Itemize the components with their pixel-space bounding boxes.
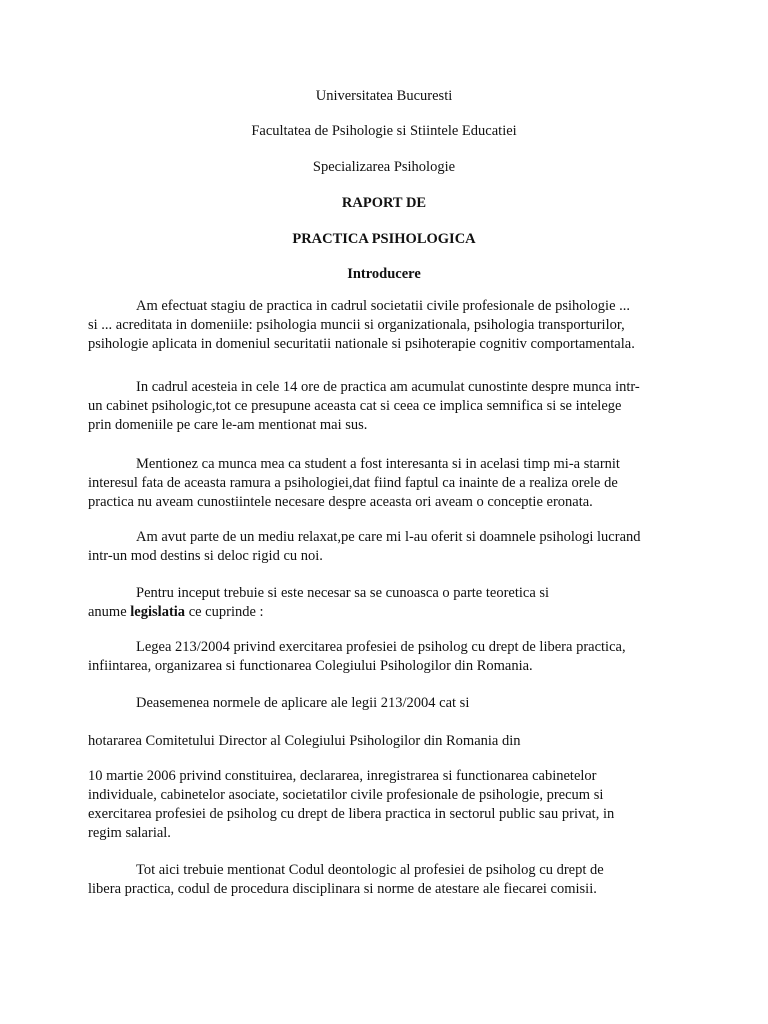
paragraph-1 [88,297,680,354]
paragraph-6-line-2: infiintarea, organizarea si functionarea Colegiului Psihologilor din Romania. [88,658,533,674]
paragraph-1-line-1: Am efectuat stagiu de practica in cadrul societatii civile profesionale de psihologie ... [136,298,631,314]
paragraph-6-line-1: Legea 213/2004 privind exercitarea profesiei de psiholog cu drept de libera practica, [136,639,626,655]
paragraph-5 [88,584,680,622]
specialization-name: Specializarea Psihologie [312,159,456,175]
paragraph-10-line-2: libera practica, codul de procedura disciplinara si norme de atestare ale fiecarei comisii. [88,881,597,897]
paragraph-7-line-1: Deasemenea normele de aplicare ale legii 213/2004 cat si [136,695,470,711]
paragraph-2-line-2: un cabinet psihologic,tot ce presupune aceasta cat si ceea ce implica semnifica si se intelege [88,398,622,414]
report-title-line2: PRACTICA PSIHOLOGICA [292,231,476,247]
faculty-name: Facultatea de Psihologie si Stiintele Educatiei [251,123,517,139]
paragraph-1-line-3: psihologie aplicata in domeniul securitatii nationale si psihoterapie cognitiv comportamentala. [88,336,635,352]
paragraph-8-line-1: hotararea Comitetului Director al Colegiului Psihologilor din Romania din [88,733,521,749]
paragraph-6 [88,638,680,676]
paragraph-2 [88,378,680,435]
paragraph-8 [88,732,680,751]
paragraph-9-line-4: regim salarial. [88,825,171,841]
section-heading: Introducere [347,266,421,282]
university-name: Universitatea Bucuresti [315,88,453,104]
paragraph-1-line-2: si ... acreditata in domeniile: psihologia muncii si organizationala, psihologia transporturilor, [88,317,625,333]
paragraph-3 [88,455,680,512]
paragraph-4-line-1: Am avut parte de un mediu relaxat,pe care mi l-au oferit si doamnele psihologi lucrand [136,529,641,545]
report-title-line1: RAPORT DE [341,195,427,211]
paragraph-9-line-2: individuale, cabinetelor asociate, societatilor civile profesionale de psihologie, precum si [88,787,604,803]
paragraph-4-line-2: intr-un mod destins si deloc rigid cu noi. [88,548,323,564]
paragraph-10 [88,861,680,899]
paragraph-5-suffix: ce cuprinde : [185,604,264,620]
paragraph-5-prefix: anume [88,604,131,620]
paragraph-7 [88,694,680,713]
paragraph-2-line-1: In cadrul acesteia in cele 14 ore de practica am acumulat cunostinte despre munca intr- [136,379,640,395]
paragraph-5-line-1: Pentru inceput trebuie si este necesar sa se cunoasca o parte teoretica si [136,585,550,601]
paragraph-9-line-1: 10 martie 2006 privind constituirea, declararea, inregistrarea si functionarea cabinetelor [88,768,597,784]
paragraph-2-line-3: prin domeniile pe care le-am mentionat mai sus. [88,417,368,433]
paragraph-4 [88,528,680,566]
paragraph-5-line-2 [88,603,680,622]
paragraph-10-line-1: Tot aici trebuie mentionat Codul deontologic al profesiei de psiholog cu drept de [136,862,604,878]
paragraph-9 [88,767,680,843]
legislation-term: legislatia [130,604,186,620]
paragraph-3-line-2: interesul fata de aceasta ramura a psihologiei,dat fiind faptul ca inainte de a realiza orele de [88,475,618,491]
paragraph-3-line-1: Mentionez ca munca mea ca student a fost interesanta si in acelasi timp mi-a starnit [136,456,620,472]
paragraph-3-line-3: practica nu aveam cunostiintele necesare despre aceasta ori aveam o conceptie eronata. [88,494,593,510]
paragraph-9-line-3: exercitarea profesiei de psiholog cu drept de libera practica in sectorul public sau privat, in [88,806,615,822]
